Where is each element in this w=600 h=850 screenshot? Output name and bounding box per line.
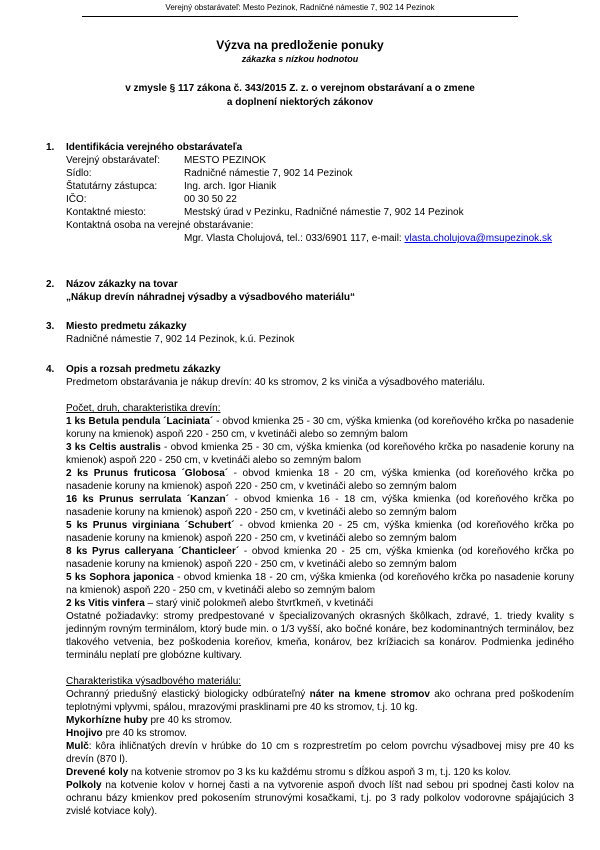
tree-desc: – starý vinič polokmeň alebo štvrťkmeň, v kvetináči	[144, 598, 374, 609]
row-value: Ing. arch. Igor Hianik	[184, 181, 277, 192]
materials-list	[66, 688, 574, 818]
material-item	[66, 740, 574, 766]
row-value	[184, 232, 552, 245]
trees-list	[66, 415, 574, 662]
contact-place-row	[66, 206, 574, 219]
tree-desc: - obvod kmienka 18 - 20 cm, výška kmienka (od koreňového krčka po nasadenie koruny na kmienok) aspoň 220 - 250 cm, v kvetináči alebo so zemným balom	[66, 468, 574, 492]
contact-person-row	[66, 232, 574, 245]
scope-intro: Predmetom obstarávania je nákup drevín: 40 ks stromov, 2 ks viniča a výsadbového materiálu.	[66, 377, 485, 388]
tree-item	[66, 441, 574, 467]
tree-item	[66, 493, 574, 519]
material-text: pre 40 ks stromov.	[102, 728, 187, 739]
section-1-number: 1.	[46, 142, 55, 153]
tree-item	[66, 519, 574, 545]
section-3-number: 3.	[46, 321, 55, 332]
row-label: Štatutárny zástupca:	[66, 181, 158, 192]
material-text: ako ochrana pred poškodením teplotnými vplyvmi, spálou, mrazovými prasklinami pre 40 ks stromov, t.j. 10 kg.	[66, 689, 574, 713]
title-block	[0, 38, 600, 65]
row-value: 00 30 50 22	[184, 194, 237, 205]
tree-name: 2 ks Prunus fruticosa ´Globosa´	[66, 468, 229, 479]
row-value: MESTO PEZINOK	[184, 155, 267, 166]
row-value: Radničné námestie 7, 902 14 Pezinok	[184, 168, 353, 179]
tree-desc: - obvod kmienka 25 - 30 cm, výška kmienka (od koreňového krčka po nasadenie koruny na kmienok) aspoň 220 - 250 cm, v kvetináči alebo so zemným balom	[66, 442, 574, 466]
material-text: na kotvenie kolov v hornej časti a na vytvorenie aspoň dvoch líšt nad sebou pri spodnej časti kolov na ochranu bázy kmienkov pred pokosením strunovými kosačkami, t.j. po 3 rady polkolov vodorovne spájajúcich 3 zvislé kotviace koly).	[66, 780, 574, 817]
row-label: IČO:	[66, 194, 87, 205]
material-name: Mulč	[66, 741, 89, 752]
email-link[interactable]: vlasta.cholujova@msupezinok.sk	[404, 233, 552, 244]
tree-item	[66, 467, 574, 493]
section-2-number: 2.	[46, 279, 55, 290]
material-text: Ochranný priedušný elastický biologicky odbúrateľný	[66, 689, 310, 700]
material-text: na kotvenie stromov po 3 ks ku každému stromu s dĺžkou aspoň 3 m, t.j. 120 ks kolov.	[128, 767, 512, 778]
tree-name: 5 ks Sophora japonica	[66, 572, 174, 583]
tree-desc: - obvod kmienka 16 - 18 cm, výška kmienka (od koreňového krčka po nasadenie koruny na kmienok) aspoň 220 - 250 cm, v kvetináči alebo so zemným balom	[66, 494, 574, 518]
seat-row	[66, 167, 574, 180]
material-text: pre 40 ks stromov.	[147, 715, 232, 726]
contact-person-label	[66, 219, 574, 232]
running-header: Verejný obstarávateľ: Mesto Pezinok, Radničné námestie 7, 902 14 Pezinok	[165, 3, 435, 12]
tree-name: 2 ks Vitis vinfera	[66, 598, 145, 609]
section-1-body	[66, 154, 574, 245]
material-item	[66, 766, 574, 779]
legal-basis	[0, 82, 600, 110]
material-item	[66, 727, 574, 740]
material-text: : kôra ihličnatých drevín v hrúbke do 10 cm s rozprestretím po celom povrchu výsadbovej misy pre 40 ks drevín (870 l).	[66, 741, 574, 765]
tree-name: 3 ks Celtis australis	[66, 442, 161, 453]
tree-name: 8 ks Pyrus calleryana ´Chanticleer´	[66, 546, 240, 557]
row-label: Kontaktné miesto:	[66, 207, 147, 218]
row-label: Verejný obstarávateľ:	[66, 155, 161, 166]
contact-person-text: Mgr. Vlasta Cholujová, tel.: 033/6901 117, e-mail:	[184, 233, 405, 244]
statutory-row	[66, 180, 574, 193]
tree-item	[66, 415, 574, 441]
tree-desc: - obvod kmienka 20 - 25 cm, výška kmienka (od koreňového krčka po nasadenie koruny na kmienok) aspoň 220 - 250 cm, v kvetináči alebo so zemným balom	[66, 520, 574, 544]
row-label: Kontaktná osoba na verejné obstarávanie:	[66, 220, 254, 231]
ico-row	[66, 193, 574, 206]
document-title: Výzva na predloženie ponuky	[216, 38, 384, 52]
section-2-heading: Názov zákazky na tovar	[66, 279, 178, 290]
material-heading: Charakteristika výsadbového materiálu:	[66, 676, 242, 687]
row-value: Mestský úrad v Pezinku, Radničné námestie 7, 902 14 Pezinok	[184, 207, 464, 218]
material-item	[66, 714, 574, 727]
material-name: náter na kmene stromov	[309, 689, 430, 700]
tree-desc: - obvod kmienka 20 - 25 cm, výška kmienka (od koreňového krčka po nasadenie koruny na kmienok) aspoň 220 - 250 cm, v kvetináči alebo so zemným balom	[66, 546, 574, 570]
section-4-body	[66, 376, 574, 818]
material-name: Hnojivo	[66, 728, 103, 739]
tree-name: 5 ks Prunus virginiana ´Schubert´	[66, 520, 235, 531]
material-item	[66, 779, 574, 818]
tree-item	[66, 597, 574, 610]
section-1-heading: Identifikácia verejného obstarávateľa	[66, 142, 243, 153]
section-3-heading: Miesto predmetu zákazky	[66, 321, 187, 332]
contract-place: Radničné námestie 7, 902 14 Pezinok, k.ú. Pezinok	[66, 334, 295, 345]
tree-name: 1 ks Betula pendula ´Laciniata´	[66, 416, 214, 427]
tree-desc: - obvod kmienka 18 - 20 cm, výška kmienka (od koreňového krčka po nasadenie koruny na kmienok) aspoň 220 - 250 cm, v kvetináči alebo so zemným balom	[66, 572, 574, 596]
row-label: Sídlo:	[66, 168, 92, 179]
tree-item	[66, 571, 574, 597]
tree-desc: - obvod kmienka 25 - 30 cm, výška kmienka (od koreňového krčka po nasadenie koruny na kmienok) aspoň 220 - 250 cm, v kvetináči alebo so zemným balom	[66, 416, 574, 440]
material-name: Polkoly	[66, 780, 102, 791]
legal-basis-line-2: a doplnení niektorých zákonov	[226, 97, 374, 108]
tree-item	[66, 545, 574, 571]
section-4-number: 4.	[46, 364, 55, 375]
trees-heading: Počet, druh, charakteristika drevín:	[66, 403, 221, 414]
material-name: Mykorhízne huby	[66, 715, 148, 726]
section-4-heading: Opis a rozsah predmetu zákazky	[66, 364, 221, 375]
document-subtitle: zákazka s nízkou hodnotou	[241, 54, 359, 64]
header-divider	[82, 16, 518, 17]
tree-name: 16 ks Prunus serrulata ´Kanzan´	[66, 494, 229, 505]
legal-basis-line-1: v zmysle § 117 zákona č. 343/2015 Z. z. o verejnom obstarávaní a o zmene	[125, 83, 475, 94]
other-requirements: Ostatné požiadavky: stromy predpestované v špecializovaných okrasných škôlkach, zdravé, 1. triedy kvality s jedinným rovným terminálom, ktorý bude min. o 1/3 vyšší, ako bočné konáre, bez kodominantných terminálov, bez tlakového vetvenia, bez poškodenia koreňov, kmeňa, konárov, bez krížiacich sa konárov. Podmienka jediného terminálu neplatí pre globózne kultivary.	[66, 611, 574, 661]
material-item	[66, 688, 574, 714]
contracting-authority-row	[66, 154, 574, 167]
material-name: Drevené koly	[66, 767, 129, 778]
contract-name: „Nákup drevín náhradnej výsadby a výsadbového materiálu“	[66, 292, 355, 303]
